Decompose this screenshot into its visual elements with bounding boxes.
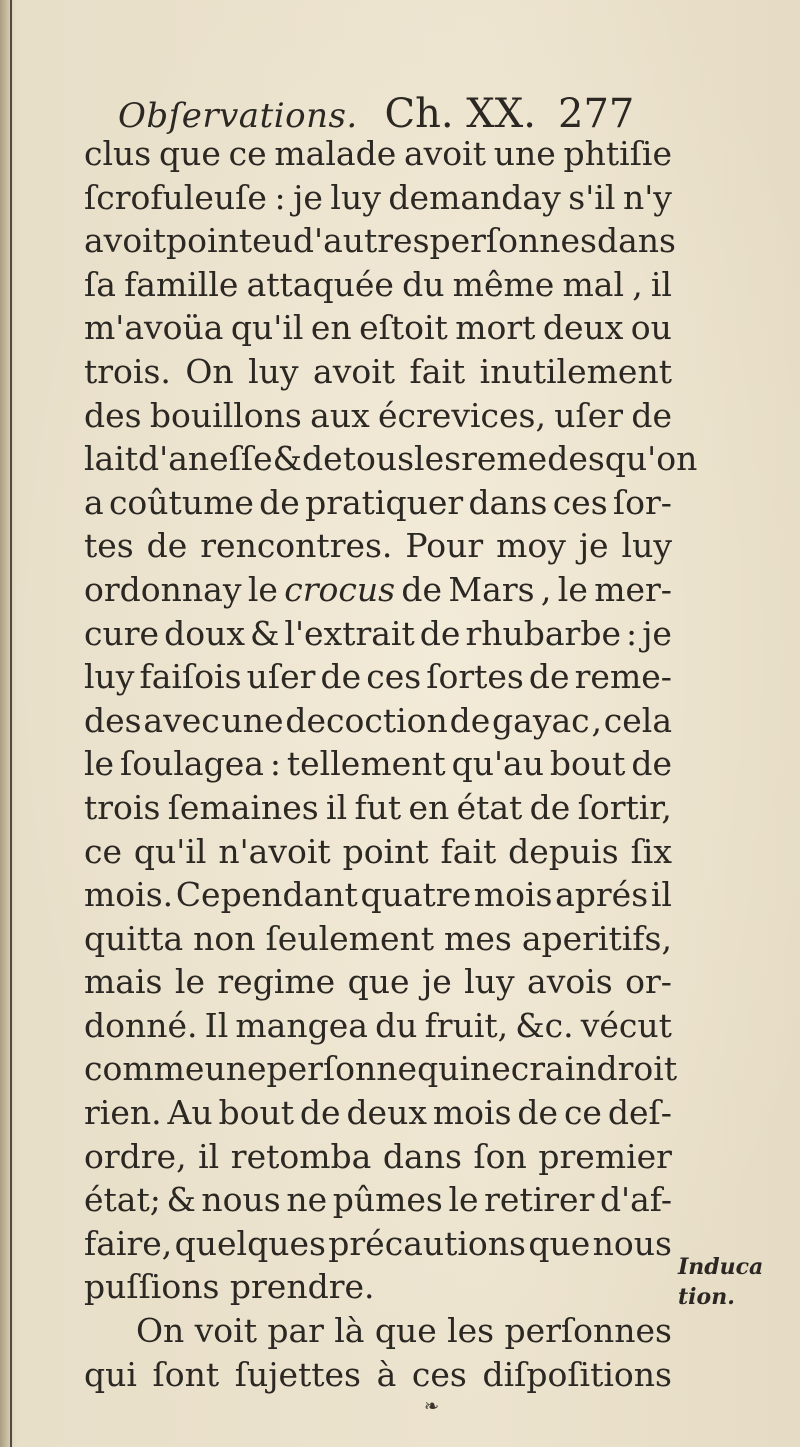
text-line	[84, 1265, 672, 1309]
word: point	[342, 831, 429, 871]
word: &	[272, 439, 303, 479]
word: ſoulagea	[120, 744, 264, 784]
word: écrevices,	[378, 395, 546, 435]
word: il	[650, 264, 672, 304]
word: cure	[84, 613, 160, 653]
word: rien.	[84, 1093, 162, 1133]
word: remedes	[461, 439, 605, 479]
word: fait	[409, 351, 466, 391]
text-line	[84, 1309, 672, 1353]
text-line	[84, 1135, 672, 1179]
text-line	[84, 1178, 672, 1222]
word: deux	[542, 308, 624, 348]
word: mort	[455, 308, 536, 348]
word: de	[631, 744, 672, 784]
text-line	[84, 1222, 672, 1266]
word: famille	[124, 264, 239, 304]
word: tous	[342, 439, 415, 479]
word: ne	[286, 1180, 328, 1220]
word: les	[414, 439, 462, 479]
word: luy	[621, 526, 672, 566]
word: avec	[143, 700, 220, 740]
word: nous	[201, 1180, 281, 1220]
word: perſonnes	[429, 221, 597, 261]
word: coûtume	[108, 482, 254, 522]
word: état	[456, 787, 523, 827]
word: là	[334, 1311, 365, 1351]
word: avois	[527, 962, 613, 1002]
word: uſer	[554, 395, 624, 435]
text-line	[84, 873, 672, 917]
word: eu	[252, 221, 293, 261]
word: ſujettes	[234, 1354, 361, 1394]
word: point	[166, 221, 253, 261]
word: &c.	[515, 1005, 574, 1045]
word: Pour	[405, 526, 484, 566]
text-line	[84, 1353, 672, 1397]
word: qui	[417, 1049, 470, 1089]
word: que	[374, 1311, 437, 1351]
word: de	[449, 700, 491, 740]
word: m'avoüa	[84, 308, 224, 348]
word: avoit	[403, 134, 486, 173]
word: mois.	[84, 875, 174, 915]
word: dans	[382, 1136, 462, 1176]
word: l'extrait	[284, 613, 415, 653]
word: faire,	[84, 1223, 173, 1263]
word: par	[267, 1311, 324, 1351]
word: ces	[552, 482, 608, 522]
word: ,	[591, 700, 602, 740]
word: phtiſie	[563, 134, 672, 173]
text-line	[84, 306, 672, 350]
text-line	[84, 219, 676, 263]
word: je	[421, 962, 452, 1002]
word: mer-	[594, 569, 672, 609]
text-line	[84, 742, 672, 786]
word: de	[320, 657, 362, 697]
word: avoit	[313, 351, 396, 391]
word: cela	[603, 700, 672, 740]
word: uſer	[246, 657, 316, 697]
word: perſonne	[266, 1049, 418, 1089]
word: dans	[468, 482, 548, 522]
word: luy	[84, 657, 135, 697]
word: ,	[540, 569, 552, 609]
word: qu'au	[451, 744, 544, 784]
word: de	[401, 569, 443, 609]
word: &	[250, 613, 280, 653]
marginal-note	[678, 1252, 778, 1312]
word: une	[221, 700, 284, 740]
word: une	[493, 134, 556, 173]
catchword-ornament-icon: ❧	[424, 1396, 440, 1417]
word: luy	[330, 177, 381, 217]
word: deſ-	[607, 1093, 672, 1133]
word: aperitifs,	[521, 918, 672, 958]
word: mangea	[235, 1005, 368, 1045]
word: je	[642, 613, 672, 653]
text-line	[84, 176, 672, 220]
chapter-label: Ch. XX.	[384, 91, 536, 137]
word: de	[419, 613, 461, 653]
word: a	[84, 482, 104, 522]
word: le	[557, 569, 588, 609]
word: des	[84, 395, 142, 435]
word: à	[376, 1354, 397, 1394]
word: le	[174, 962, 205, 1002]
word: du	[375, 1005, 418, 1045]
word: gayac	[492, 700, 590, 740]
word: fut	[354, 787, 402, 827]
text-line	[84, 350, 672, 394]
text-line	[84, 263, 672, 307]
word: des	[84, 700, 142, 740]
italic-term: crocus	[284, 569, 396, 609]
word: demanday	[388, 177, 561, 217]
body-text	[84, 132, 698, 1396]
word: mes	[444, 918, 512, 958]
word: On	[185, 351, 234, 391]
word: tes	[84, 526, 134, 566]
word: craindroit	[510, 1049, 678, 1089]
word: dans	[596, 221, 676, 261]
word: trois	[84, 787, 161, 827]
word: bout	[549, 744, 626, 784]
word: le	[448, 1180, 479, 1220]
word: n'y	[622, 177, 672, 217]
word: ſortes	[426, 657, 524, 697]
word: :	[269, 744, 281, 784]
word: que	[347, 962, 410, 1002]
word: quitta	[84, 918, 184, 958]
word: de	[146, 526, 188, 566]
text-line	[84, 960, 672, 1004]
word: :	[626, 613, 638, 653]
word: d'aneſſe	[138, 439, 273, 479]
word: qui	[84, 1354, 137, 1394]
word: luy	[464, 962, 515, 1002]
word: eſtoit	[359, 308, 448, 348]
word: fait	[440, 831, 497, 871]
word: diſpoſitions	[482, 1354, 672, 1394]
word: je	[293, 177, 323, 217]
word: en	[408, 787, 450, 827]
text-segment: puſſions prendre.	[84, 1267, 375, 1307]
word: de	[631, 395, 672, 435]
word: luy	[248, 351, 299, 391]
word: de	[528, 657, 570, 697]
word: ces	[366, 657, 422, 697]
word: de	[259, 482, 300, 522]
word: ce	[84, 831, 123, 871]
text-line	[84, 524, 672, 568]
word: bouillons	[149, 395, 302, 435]
word: ou	[630, 308, 672, 348]
word: ne	[470, 1049, 511, 1089]
word: que	[158, 134, 221, 173]
word: s'il	[568, 177, 616, 217]
word: qu'il	[133, 831, 207, 871]
word: le	[247, 569, 278, 609]
word: du	[402, 264, 445, 304]
word: de	[299, 1093, 341, 1133]
word: ce	[563, 1093, 602, 1133]
word: il	[650, 875, 672, 915]
word: mais	[84, 962, 163, 1002]
text-line	[84, 612, 672, 656]
word: même	[452, 264, 555, 304]
word: je	[578, 526, 609, 566]
text-line	[84, 481, 672, 525]
word: attaquée	[246, 264, 394, 304]
word: moy	[496, 526, 566, 566]
word: ſon	[473, 1136, 527, 1176]
word: d'af-	[599, 1180, 672, 1220]
word: qu'il	[230, 308, 304, 348]
word: en	[310, 308, 352, 348]
word: bout	[218, 1093, 294, 1133]
word: d'autres	[292, 221, 430, 261]
word: or-	[625, 962, 672, 1002]
text-line	[84, 699, 672, 743]
word: trois.	[84, 351, 171, 391]
word: malade	[274, 134, 397, 173]
word: il	[326, 787, 348, 827]
word: pratiquer	[305, 482, 464, 522]
text-line	[84, 1004, 672, 1048]
word: perſonnes	[504, 1311, 672, 1351]
marginal-note-line: tion.	[678, 1284, 735, 1310]
word: reme-	[574, 657, 672, 697]
word: ſa	[84, 264, 116, 304]
text-line	[84, 437, 698, 481]
word: regime	[217, 962, 336, 1002]
word: quatre	[360, 875, 472, 915]
word: decoction	[285, 700, 448, 740]
word: nous	[592, 1223, 672, 1263]
text-line	[84, 1091, 672, 1135]
word: depuis	[508, 831, 619, 871]
word: une	[204, 1049, 267, 1089]
word: &	[166, 1180, 196, 1220]
word: pûmes	[332, 1180, 443, 1220]
word: que	[528, 1223, 591, 1263]
word: ſont	[152, 1354, 220, 1394]
word: aprés	[555, 875, 649, 915]
text-line	[84, 132, 672, 176]
word: tellement	[286, 744, 446, 784]
word: ,	[632, 264, 643, 304]
word: lait	[84, 439, 139, 479]
word: voit	[194, 1311, 257, 1351]
word: rhubarbe	[465, 613, 621, 653]
word: ordre,	[84, 1136, 187, 1176]
word: :	[274, 177, 286, 217]
word: retirer	[484, 1180, 595, 1220]
word: de	[529, 787, 571, 827]
word: premier	[538, 1136, 672, 1176]
text-line	[84, 655, 672, 699]
text-line	[84, 830, 672, 874]
word: ſor-	[612, 482, 672, 522]
word: quelques	[174, 1223, 326, 1263]
running-title: Obſervations.	[118, 96, 358, 136]
text-line	[84, 568, 672, 612]
word: faiſois	[139, 657, 242, 697]
word: doux	[164, 613, 245, 653]
word: Au	[167, 1093, 213, 1133]
word: inutilement	[479, 351, 672, 391]
word: ſcrofuleuſe	[84, 177, 267, 217]
text-line	[84, 1047, 678, 1091]
word: rencontres.	[200, 526, 393, 566]
word: On	[136, 1311, 185, 1351]
word: Cependant	[175, 875, 358, 915]
word: de	[302, 439, 343, 479]
word: ſix	[630, 831, 672, 871]
word: ſemaines	[167, 787, 319, 827]
word: mois	[473, 875, 553, 915]
word: fruit,	[424, 1005, 509, 1045]
word: retomba	[230, 1136, 372, 1176]
word: de	[517, 1093, 559, 1133]
word: ſeulement	[265, 918, 434, 958]
word: vécut	[580, 1005, 672, 1045]
word: ordonnay	[84, 569, 242, 609]
word: n'avoit	[218, 831, 331, 871]
word: état;	[84, 1180, 161, 1220]
word: avoit	[84, 221, 167, 261]
word: Mars	[448, 569, 535, 609]
word: comme	[84, 1049, 205, 1089]
word: les	[447, 1311, 495, 1351]
marginal-note-line: Induca	[678, 1254, 764, 1280]
word: aux	[310, 395, 370, 435]
text-line	[84, 786, 672, 830]
page-spine-edge	[10, 0, 12, 1447]
text-line	[84, 394, 672, 438]
word: clus	[84, 134, 152, 173]
word: ces	[411, 1354, 467, 1394]
word: ce	[228, 134, 267, 173]
word: mois	[432, 1093, 512, 1133]
word: non	[193, 918, 256, 958]
word: le	[84, 744, 115, 784]
page-number: 277	[558, 91, 635, 137]
word: donné.	[84, 1005, 198, 1045]
word: mal	[562, 264, 625, 304]
word: deux	[346, 1093, 427, 1133]
word: précautions	[328, 1223, 526, 1263]
word: ſortir,	[577, 787, 672, 827]
word: qu'on	[604, 439, 698, 479]
word: Il	[204, 1005, 229, 1045]
text-line	[84, 917, 672, 961]
word: il	[198, 1136, 220, 1176]
